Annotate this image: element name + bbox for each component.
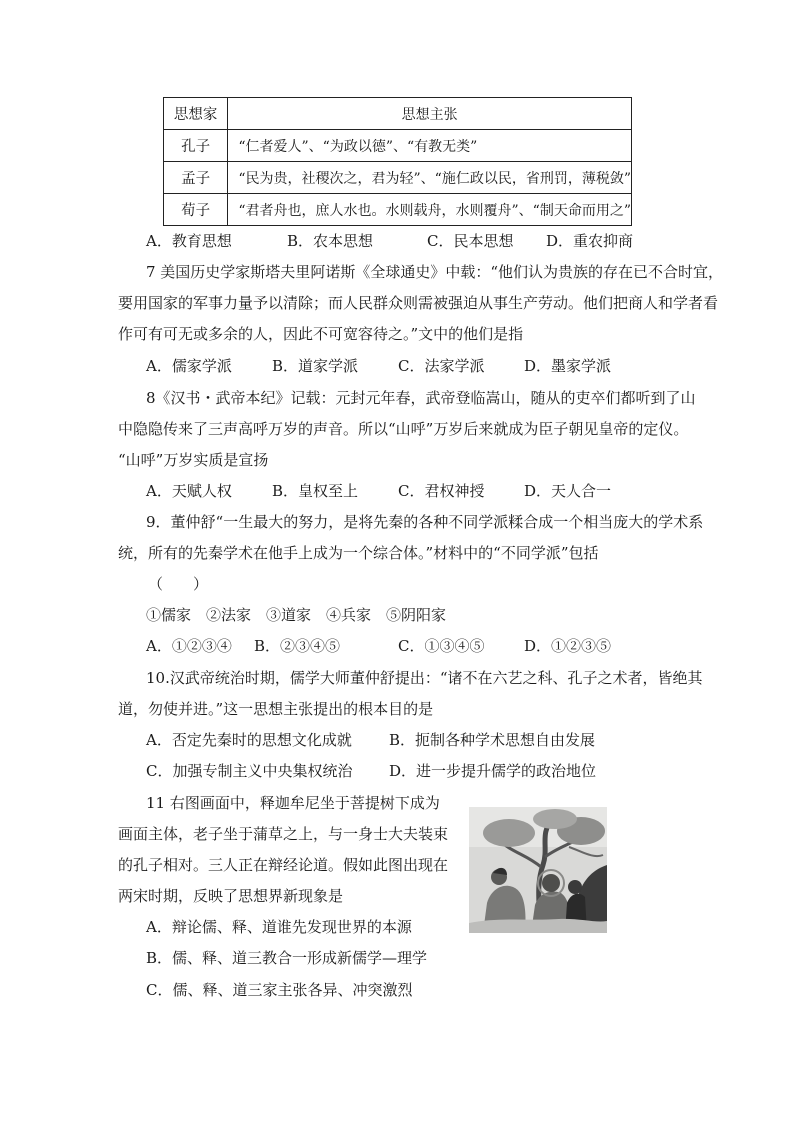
q8-stem-line: “山呼”万岁实质是宣扬 bbox=[118, 451, 269, 469]
q9-option-a: A．①②③④ bbox=[146, 637, 232, 655]
three-sages-painting-drawing bbox=[469, 807, 607, 933]
table-row bbox=[164, 162, 632, 194]
q10-option-c: C．加强专制主义中央集权统治 bbox=[146, 762, 353, 780]
table-cell-idea: “民为贵，社稷次之，君为轻”、“施仁政以民，省刑罚，薄税敛” bbox=[228, 162, 632, 194]
thinkers-table bbox=[163, 97, 632, 226]
q9-option-c: C．①③④⑤ bbox=[398, 637, 485, 655]
q7-option-c: C．法家学派 bbox=[398, 357, 485, 375]
q11-stem-line: 11 右图画面中，释迦牟尼坐于菩提树下成为 bbox=[146, 794, 440, 812]
q9-stem-line: 9．董仲舒“一生最大的努力，是将先秦的各种不同学派糅合成一个相当庞大的学术系 bbox=[146, 513, 704, 531]
q11-option-b: B．儒、释、道三教合一形成新儒学—理学 bbox=[146, 949, 428, 967]
q7-option-d: D．墨家学派 bbox=[524, 357, 612, 375]
q7-stem-line: 要用国家的军事力量予以清除；而人民群众则需被强迫从事生产劳动。他们把商人和学者看 bbox=[118, 294, 719, 312]
q6-option-b: B．农本思想 bbox=[287, 232, 374, 250]
table-header-cell: 思想主张 bbox=[228, 98, 632, 130]
q7-stem-line: 7 美国历史学家斯塔夫里阿诺斯《全球通史》中载：“他们认为贵族的存在已不合时宜， bbox=[146, 263, 723, 281]
table-row bbox=[164, 194, 632, 226]
q10-stem-line: 道，勿使并进。”这一思想主张提出的根本目的是 bbox=[118, 700, 434, 718]
q11-stem-line: 两宋时期，反映了思想界新现象是 bbox=[118, 887, 344, 905]
q7-stem-line: 作可有可无或多余的人，因此不可宽容待之。”文中的他们是指 bbox=[118, 325, 524, 343]
q8-option-b: B．皇权至上 bbox=[272, 482, 359, 500]
table-cell-idea: “君者舟也，庶人水也。水则载舟，水则覆舟”、“制天命而用之” bbox=[228, 194, 632, 226]
table-cell-thinker: 荀子 bbox=[164, 194, 228, 226]
table-cell-thinker: 孟子 bbox=[164, 162, 228, 194]
q10-option-a: A．否定先秦时的思想文化成就 bbox=[146, 731, 352, 749]
q11-option-c: C．儒、释、道三家主张各异、冲突激烈 bbox=[146, 981, 413, 999]
q9-option-b: B．②③④⑤ bbox=[254, 637, 341, 655]
q8-stem-line: 中隐隐传来了三声高呼万岁的声音。所以“山呼”万岁后来就成为臣子朝见皇帝的定仪。 bbox=[118, 420, 689, 438]
q8-option-c: C．君权神授 bbox=[398, 482, 485, 500]
q6-option-c: C．民本思想 bbox=[427, 232, 514, 250]
table-cell-idea: “仁者爱人”、“为政以德”、“有教无类” bbox=[228, 130, 632, 162]
q8-stem-line: 8《汉书・武帝本纪》记载：元封元年春，武帝登临嵩山，随从的吏卒们都听到了山 bbox=[146, 389, 696, 407]
q6-option-a: A．教育思想 bbox=[146, 232, 232, 250]
q8-option-a: A．天赋人权 bbox=[146, 482, 232, 500]
q10-option-b: B．扼制各种学术思想自由发展 bbox=[389, 731, 596, 749]
q7-option-b: B．道家学派 bbox=[272, 357, 359, 375]
table-row bbox=[164, 130, 632, 162]
q11-option-a: A．辩论儒、释、道谁先发现世界的本源 bbox=[146, 918, 412, 936]
table-header-cell: 思想家 bbox=[164, 98, 228, 130]
q6-option-d: D．重农抑商 bbox=[546, 232, 634, 250]
q9-option-d: D．①②③⑤ bbox=[524, 637, 612, 655]
q9-items-line: ①儒家 ②法家 ③道家 ④兵家 ⑤阴阳家 bbox=[146, 606, 447, 624]
q10-stem-line: 10.汉武帝统治时期，儒学大师董仲舒提出：“诸不在六艺之科、孔子之术者，皆绝其 bbox=[146, 669, 703, 687]
q11-stem-line: 画面主体，老子坐于蒲草之上，与一身士大夫装束 bbox=[118, 825, 449, 843]
q10-option-d: D．进一步提升儒学的政治地位 bbox=[389, 762, 597, 780]
q7-option-a: A．儒家学派 bbox=[146, 357, 232, 375]
table-header-row bbox=[164, 98, 632, 130]
table-cell-thinker: 孔子 bbox=[164, 130, 228, 162]
three-sages-painting bbox=[469, 807, 607, 933]
q8-option-d: D．天人合一 bbox=[524, 482, 612, 500]
q9-answer-bracket: （ ） bbox=[148, 575, 209, 593]
q11-stem-line: 的孔子相对。三人正在辩经论道。假如此图出现在 bbox=[118, 856, 449, 874]
q9-stem-line: 统，所有的先秦学术在他手上成为一个综合体。”材料中的“不同学派”包括 bbox=[118, 544, 599, 562]
